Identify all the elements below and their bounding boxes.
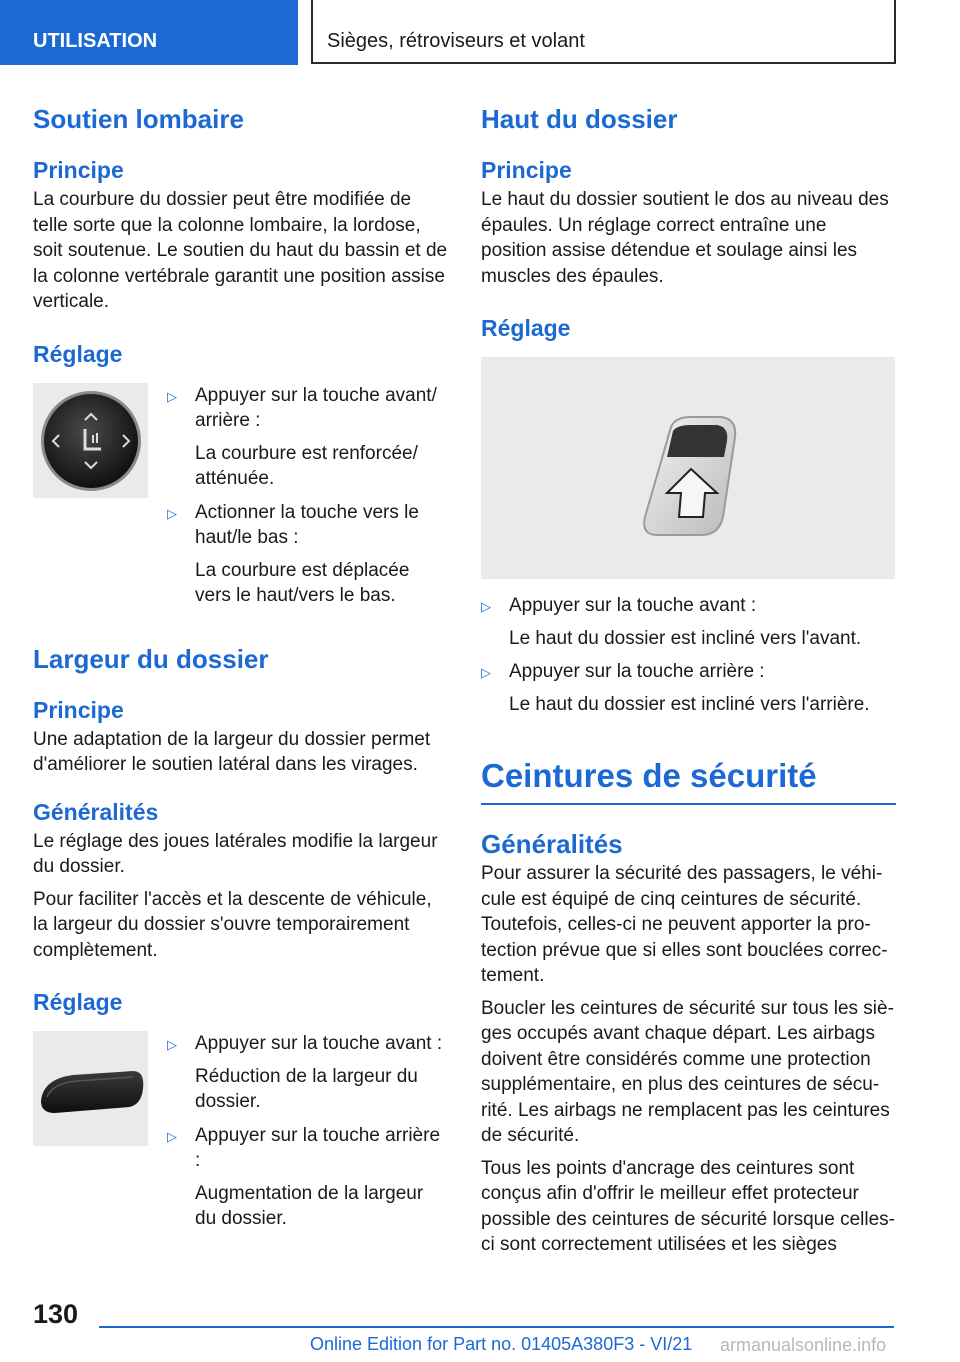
- lumbar-control-image: [33, 383, 148, 498]
- list-item: [167, 1123, 448, 1232]
- width-general-text-1: Le réglage des joues latérales modifie la largeur du dossier.: [33, 830, 438, 877]
- edition-text: Online Edition for Part no. 01405A380F3 - VI/21: [310, 1334, 693, 1354]
- step-result: La courbure est renforcée/ atténuée.: [195, 442, 418, 489]
- footer-divider: [99, 1326, 894, 1328]
- page-number: 130: [33, 1299, 79, 1329]
- upper-control-image: [481, 357, 895, 579]
- width-general-heading: Généralités: [33, 798, 159, 825]
- right-column: [481, 100, 896, 1258]
- list-item: [167, 383, 448, 492]
- step-action: Actionner la touche vers le haut/le bas :: [195, 501, 419, 548]
- width-setting-heading: Réglage: [33, 989, 123, 1015]
- step-result: Le haut du dossier est incliné vers l'arrière.: [509, 693, 870, 715]
- belts-general-heading: Généralités: [481, 829, 623, 859]
- lumbar-title: Soutien lombaire: [33, 104, 244, 134]
- triangle-bullet-icon: ▷: [481, 599, 491, 614]
- upper-steps: [481, 593, 896, 717]
- step-action: Appuyer sur la touche arrière :: [509, 661, 765, 682]
- belts-title: Ceintures de sécurité: [481, 753, 896, 805]
- upper-title: Haut du dossier: [481, 104, 678, 134]
- step-action: Appuyer sur la touche avant/ arrière :: [195, 384, 437, 431]
- step-result: La courbure est déplacée vers le haut/vers le bas.: [195, 559, 410, 606]
- upper-setting-heading: Réglage: [481, 315, 571, 341]
- belts-para-2: Boucler les ceintures de sécurité sur tous les sièges occupés avant chaque départ. Les airbags doivent être considérés comme une protection supplémentaire, en plus des ceintures de sécurité. Les airbags ne remplacent pas les ceintures de sécurité.: [481, 997, 894, 1146]
- lumbar-setting-block: [33, 383, 448, 609]
- width-setting-block: [33, 1031, 448, 1232]
- width-principle-heading: Principe: [33, 696, 124, 723]
- step-result: Augmentation de la largeur du dossier.: [195, 1182, 424, 1229]
- width-button-icon: [33, 1031, 148, 1146]
- upper-principle-text: Le haut du dossier soutient le dos au niveau des épaules. Un réglage correct entraîne une position assise détendue et soulage ainsi les muscles des épaules.: [481, 189, 889, 287]
- belts-para-3: Tous les points d'ancrage des ceintures sont conçus afin d'offrir le meilleur effet protecteur possible des ceintures de sécurité lorsque celles-ci sont correctement utilisées et les sièges: [481, 1157, 895, 1255]
- section-tab: UTILISATION: [0, 0, 298, 65]
- lumbar-knob-icon: [33, 383, 148, 498]
- triangle-bullet-icon: ▷: [167, 1037, 177, 1052]
- lumbar-setting-heading: Réglage: [33, 340, 123, 367]
- triangle-bullet-icon: ▷: [167, 388, 177, 404]
- lumbar-principle-text: La courbure du dossier peut être modifiée de telle sorte que la colonne lombaire, la lordose, soit soutenue. Le soutien du haut du bassin et de la colonne vertébrale garantit une position assise verticale.: [33, 189, 448, 312]
- belts-para-1: Pour assurer la sécurité des passagers, le véhicule est équipé de cinq ceintures de sécurité. Toutefois, celles-ci ne peuvent apporter la protection prévue que si elles sont bouclées correctement.: [481, 863, 888, 986]
- watermark-text: armanualsonline.info: [720, 1335, 887, 1355]
- triangle-bullet-icon: ▷: [167, 505, 177, 521]
- upper-backrest-button-icon: [481, 357, 895, 579]
- step-action: Appuyer sur la touche avant :: [195, 1033, 443, 1054]
- width-title: Largeur du dossier: [33, 643, 269, 674]
- step-action: Appuyer sur la touche avant :: [509, 595, 757, 616]
- width-principle-text: Une adaptation de la largeur du dossier permet d'améliorer le soutien latéral dans les virages.: [33, 728, 431, 775]
- lumbar-steps: [167, 383, 448, 609]
- list-item: [167, 500, 448, 609]
- step-action: Appuyer sur la touche arrière :: [195, 1124, 441, 1171]
- width-steps: [167, 1031, 448, 1232]
- list-item: [481, 593, 896, 651]
- triangle-bullet-icon: ▷: [167, 1128, 177, 1144]
- list-item: [481, 659, 896, 717]
- width-general-text-2: Pour faciliter l'accès et la descente de véhicule, la largeur du dossier s'ouvre temporairement complètement.: [33, 888, 432, 961]
- step-result: Le haut du dossier est incliné vers l'avant.: [509, 627, 862, 649]
- width-control-image: [33, 1031, 148, 1146]
- step-result: Réduction de la largeur du dossier.: [195, 1065, 418, 1112]
- triangle-bullet-icon: ▷: [481, 665, 491, 680]
- chapter-title: Sièges, rétroviseurs et volant: [311, 0, 896, 64]
- lumbar-principle-heading: Principe: [33, 157, 124, 183]
- upper-principle-heading: Principe: [481, 157, 572, 183]
- list-item: [167, 1031, 448, 1115]
- left-column: [33, 100, 448, 1232]
